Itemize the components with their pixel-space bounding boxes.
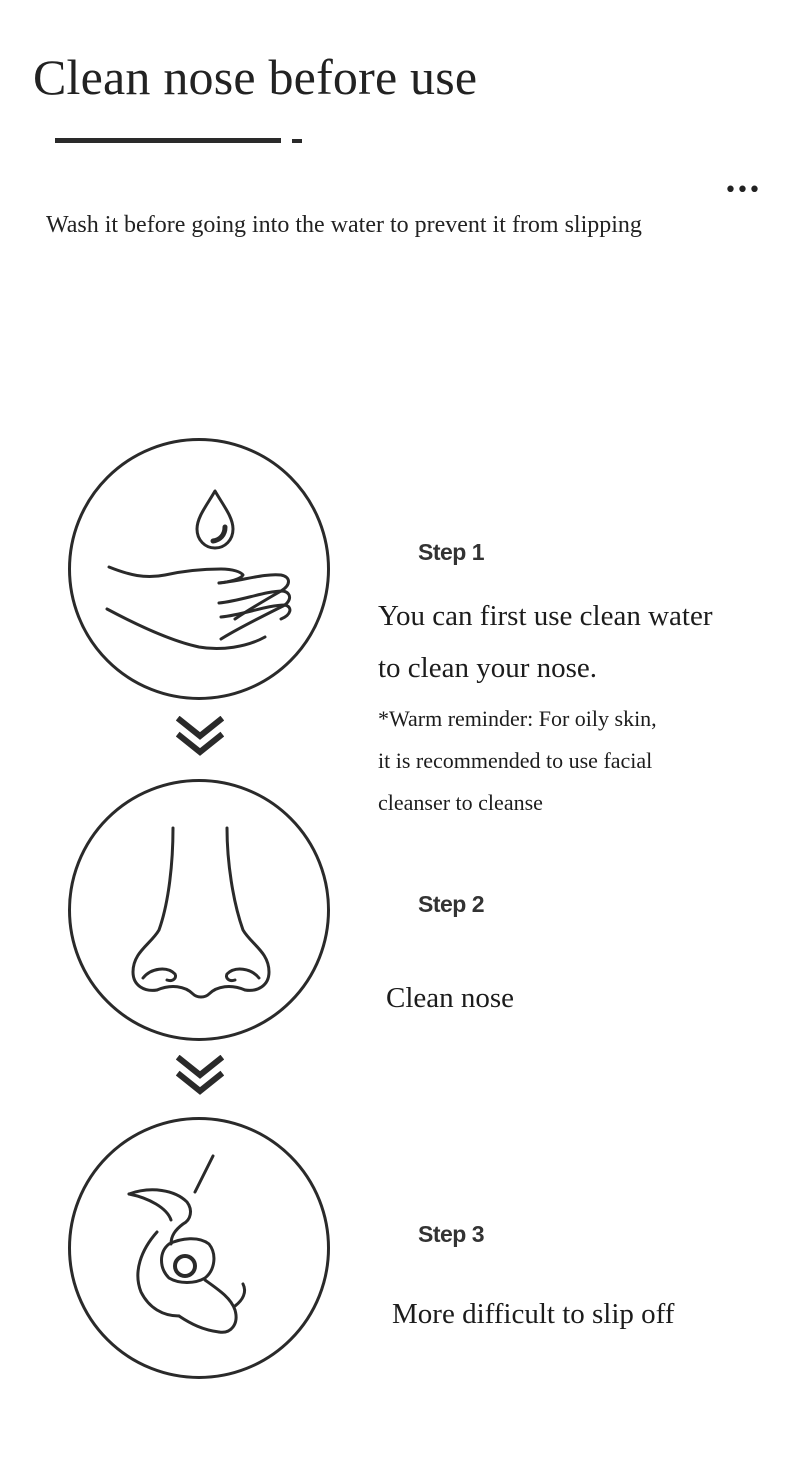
step-3-label: Step 3 [418, 1221, 485, 1247]
title-underline [55, 138, 281, 143]
reminder-line-1: *Warm reminder: For oily skin, [378, 706, 657, 731]
step-1-label: Step 1 [418, 539, 485, 565]
step-3-text: More difficult to slip off [392, 1298, 675, 1330]
water-drop-hand-icon [68, 438, 330, 700]
reminder-line-3: cleanser to cleanse [378, 790, 543, 815]
nose-clip-icon [68, 1117, 330, 1379]
step-1-text-line-2: to clean your nose. [378, 652, 598, 684]
more-dots-icon: ••• [724, 178, 760, 203]
double-chevron-down-icon [176, 1055, 224, 1097]
step-2-text: Clean nose [386, 982, 515, 1014]
reminder-line-2: it is recommended to use facial [378, 748, 653, 773]
double-chevron-down-icon [176, 716, 224, 758]
nose-icon [68, 779, 330, 1041]
page-subtitle: Wash it before going into the water to prevent it from slipping [46, 212, 642, 238]
step-2-label: Step 2 [418, 891, 485, 917]
page-title: Clean nose before use [33, 49, 478, 105]
step-1-reminder [378, 698, 778, 824]
title-underline-dash [292, 139, 302, 143]
step-1-text-line-1: You can first use clean water [378, 600, 713, 632]
